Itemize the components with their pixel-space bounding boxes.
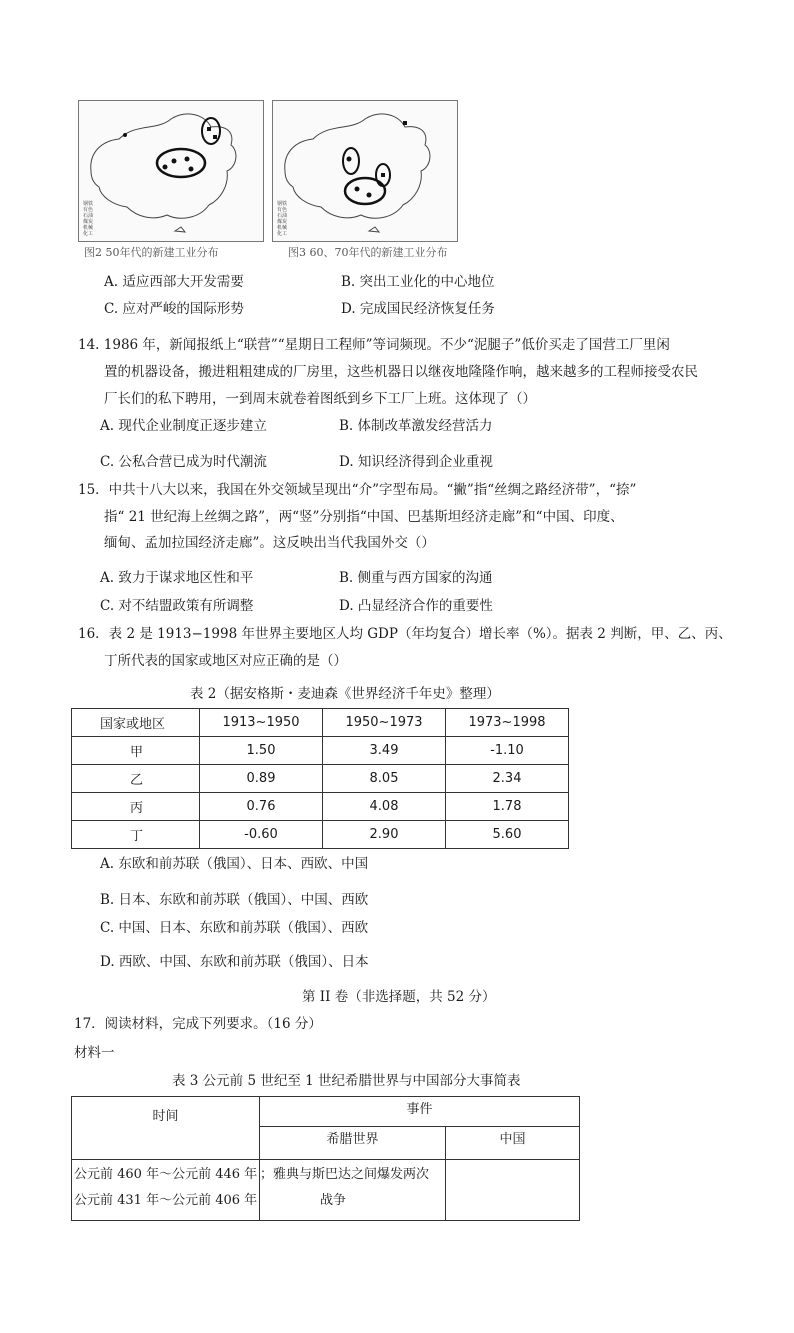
table-cell: 1.50 [200, 737, 323, 765]
table-cell: 5.60 [446, 821, 569, 849]
map-caption-1960s-70s: 图3 60、70年代的新建工业分布 [288, 246, 448, 259]
time-range-1: 公元前 460 年～公元前 446 年 [74, 1167, 258, 1182]
q16-option-d: D. 西欧、中国、东欧和前苏联（俄国）、日本 [100, 954, 369, 970]
q15-stem-line-3: 缅甸、孟加拉国经济走廊”。这反映出当代我国外交（） [104, 535, 435, 551]
table-2-title: 表 2（据安格斯・麦迪森《世界经济千年史》整理） [190, 686, 500, 702]
legend-item-machinery: 机械 [83, 225, 94, 231]
q14-option-a: A. 现代企业制度正逐步建立 [100, 418, 267, 434]
legend-item-chemical: 化工 [277, 231, 288, 237]
q15-option-c: C. 对不结盟政策有所调整 [100, 598, 254, 614]
q13-option-c: C. 应对严峻的国际形势 [104, 301, 244, 317]
q13-option-b: B. 突出工业化的中心地位 [341, 274, 495, 290]
legend-item-steel: 钢铁 [83, 201, 94, 207]
table-row [72, 1160, 580, 1221]
q13-option-a: A. 适应西部大开发需要 [104, 274, 244, 290]
table-header-cell: 希腊世界 [260, 1127, 446, 1160]
legend-item-machinery: 机械 [277, 225, 288, 231]
q16-option-c: C. 中国、日本、东欧和前苏联（俄国）、西欧 [100, 920, 369, 936]
table-header-cell: 国家或地区 [72, 709, 200, 737]
table-cell: -0.60 [200, 821, 323, 849]
table-2-gdp-growth [71, 708, 569, 849]
q14-option-d: D. 知识经济得到企业重视 [339, 454, 493, 470]
table-cell: 丁 [72, 821, 200, 849]
table-cell: 乙 [72, 765, 200, 793]
map-1950s [78, 100, 264, 242]
map-caption-1950s: 图2 50年代的新建工业分布 [84, 246, 219, 259]
table-3-events [71, 1096, 580, 1221]
table-header-cell: 1950~1973 [323, 709, 446, 737]
table-header-row [72, 709, 569, 737]
q16-option-b: B. 日本、东欧和前苏联（俄国）、中国、西欧 [100, 892, 369, 908]
china-map-1960s-70s-graphic [273, 101, 457, 241]
legend-item-chemical: 化工 [83, 231, 94, 237]
table-cell: -1.10 [446, 737, 569, 765]
legend-item-oil: 石油 [83, 213, 94, 219]
greece-event-line-2: 战争 [320, 1193, 347, 1208]
legend-item-nonferrous: 有色 [83, 207, 94, 213]
table-cell: 甲 [72, 737, 200, 765]
table-cell: 2.34 [446, 765, 569, 793]
q14-stem-line-1: 14. 1986 年，新闻报纸上“联营”“星期日工程师”等词频现。不少“泥腿子”低价买走了国营工厂里闲 [78, 337, 670, 353]
q15-option-d: D. 凸显经济合作的重要性 [339, 598, 493, 614]
q16-stem-line-1: 16．表 2 是 1913−1998 年世界主要地区人均 GDP（年均复合）增长率（%）。据表 2 判断，甲、乙、丙、 [78, 626, 732, 642]
table-cell: 1.78 [446, 793, 569, 821]
table-header-row [72, 1097, 580, 1127]
q14-stem-line-2: 置的机器设备，搬进粗粗建成的厂房里，这些机器日以继夜地隆隆作响，越来越多的工程师接受农民 [104, 364, 698, 380]
table-cell: 0.89 [200, 765, 323, 793]
table-header-cell: 1913~1950 [200, 709, 323, 737]
table-cell-greece [260, 1160, 446, 1221]
q15-stem-line-2: 指“ 21 世纪海上丝绸之路”，两“竖”分别指“中国、巴基斯坦经济走廊”和“中国、印度、 [104, 509, 624, 525]
table-3-title: 表 3 公元前 5 世纪至 1 世纪希腊世界与中国部分大事简表 [172, 1073, 521, 1089]
table-cell: 0.76 [200, 793, 323, 821]
china-map-1950s-graphic [79, 101, 263, 241]
table-row [72, 765, 569, 793]
q14-option-b: B. 体制改革激发经营活力 [339, 418, 493, 434]
legend-item-coal: 煤炭 [83, 219, 94, 225]
section-2-title: 第 II 卷（非选择题，共 52 分） [302, 989, 496, 1005]
table-header-cell: 1973~1998 [446, 709, 569, 737]
table-cell: 4.08 [323, 793, 446, 821]
legend-item-nonferrous: 有色 [277, 207, 288, 213]
table-cell: 2.90 [323, 821, 446, 849]
q17-stem: 17．阅读材料，完成下列要求。（16 分） [74, 1016, 322, 1032]
table-header-cell: 时间 [72, 1097, 260, 1160]
q15-option-b: B. 侧重与西方国家的沟通 [339, 570, 493, 586]
legend-item-steel: 钢铁 [277, 201, 288, 207]
q16-stem-line-2: 丁所代表的国家或地区对应正确的是（） [104, 653, 347, 669]
q17-material-label: 材料一 [74, 1045, 115, 1061]
q14-option-c: C. 公私合营已成为时代潮流 [100, 454, 267, 470]
map-1960s-70s [272, 100, 458, 242]
table-header-cell: 中国 [446, 1127, 580, 1160]
table-header-cell: 事件 [260, 1097, 580, 1127]
greece-event-line-1: ；雅典与斯巴达之间爆发两次 [260, 1167, 430, 1182]
legend-item-oil: 石油 [277, 213, 288, 219]
table-row [72, 821, 569, 849]
industry-maps-figure [78, 100, 460, 262]
q15-stem-line-1: 15．中共十八大以来，我国在外交领域呈现出“介”字型布局。“撇”指“丝绸之路经济带”，“捺” [78, 482, 637, 498]
time-range-2: 公元前 431 年～公元前 406 年 [74, 1193, 258, 1208]
table-row [72, 737, 569, 765]
table-cell-china [446, 1160, 580, 1221]
legend-item-coal: 煤炭 [277, 219, 288, 225]
table-cell: 8.05 [323, 765, 446, 793]
q14-stem-line-3: 厂长们的私下聘用，一到周末就卷着图纸到乡下工厂上班。这体现了（） [104, 391, 536, 407]
q16-option-a: A. 东欧和前苏联（俄国）、日本、西欧、中国 [100, 856, 369, 872]
q15-option-a: A. 致力于谋求地区性和平 [100, 570, 254, 586]
table-cell-time [72, 1160, 260, 1221]
table-row [72, 793, 569, 821]
table-cell: 丙 [72, 793, 200, 821]
q13-option-d: D. 完成国民经济恢复任务 [341, 301, 495, 317]
table-cell: 3.49 [323, 737, 446, 765]
